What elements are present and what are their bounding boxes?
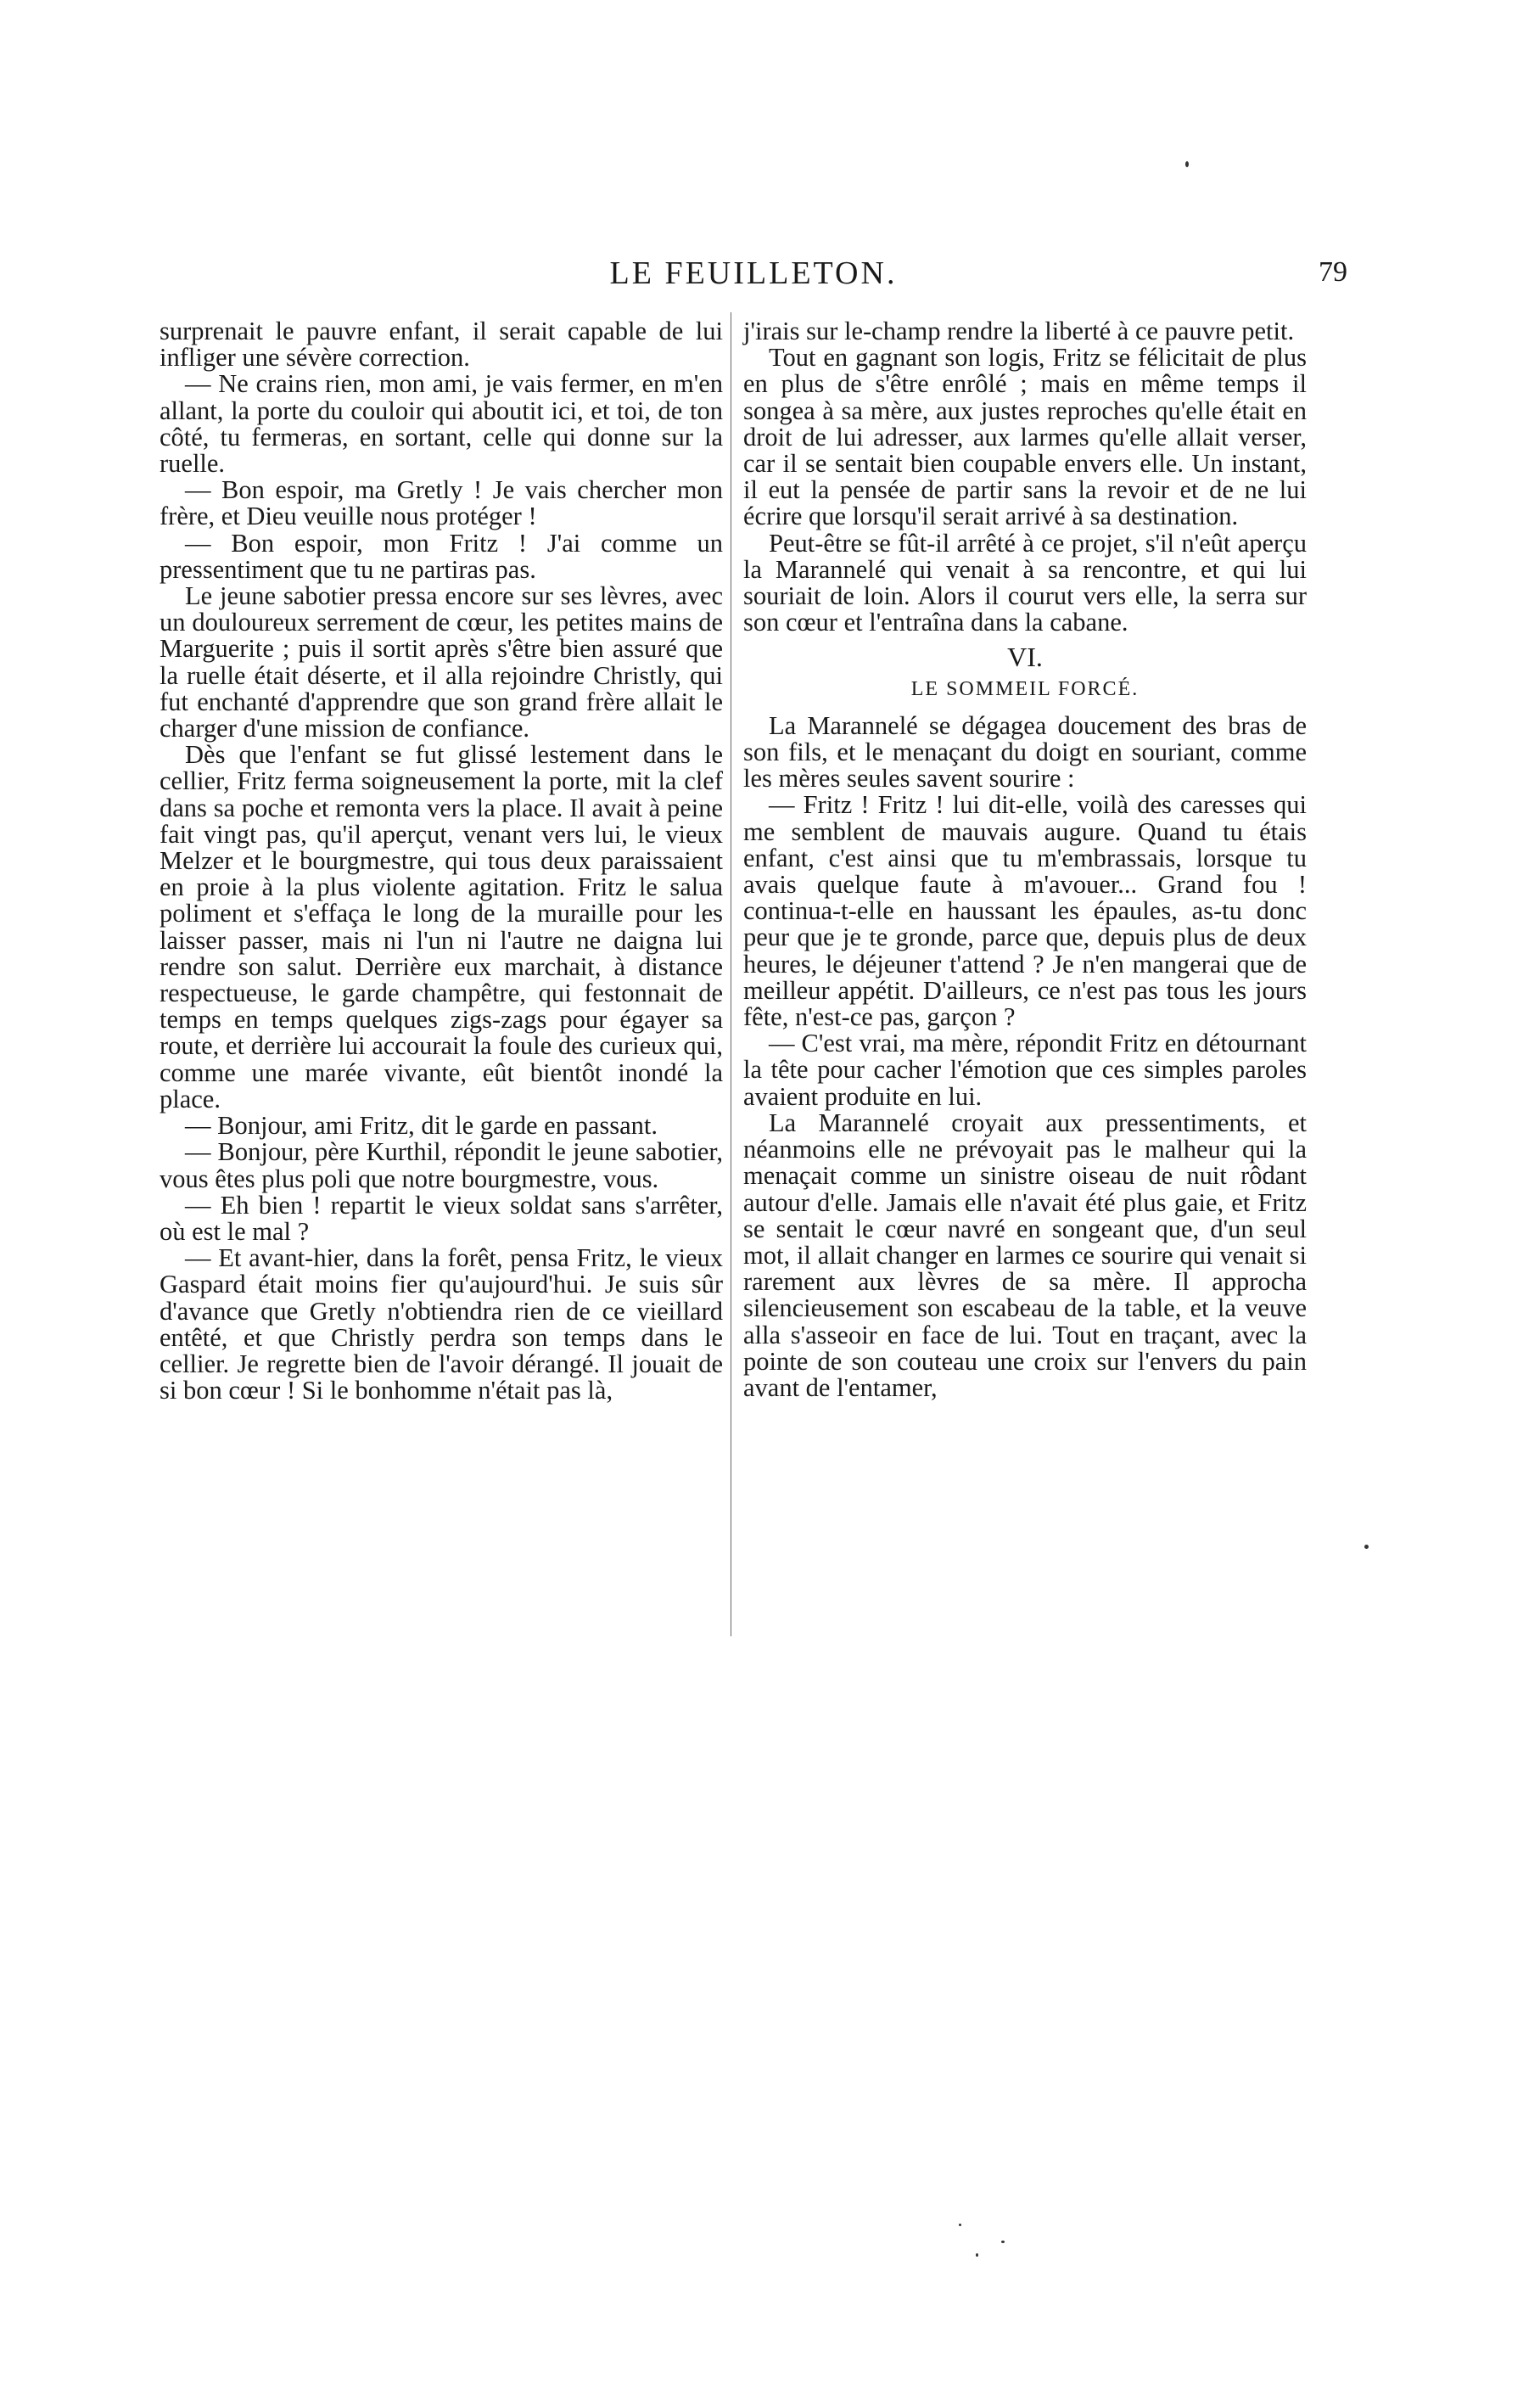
page-number: 79 [1319,256,1347,288]
section-number: VI. [1007,642,1043,673]
paragraph: Peut-être se fût-il arrêté à ce projet, s'il n'eût aperçu la Marannelé qui venait à sa rencontre, et qui lui souriait de loin. Alors il courut vers elle, la serra sur son cœur et l'entraîna dans la cabane. [743,528,1307,637]
paragraph: surprenait le pauvre enfant, il serait capable de lui infliger une sévère correction. [160,317,723,373]
page-header [160,255,1347,297]
paragraph: — Ne crains rien, mon ami, je vais fermer, en m'en allant, la porte du couloir qui aboutit ici, et toi, de ton côté, tu fermeras, en sortant, celle qui donne sur la ruelle. [160,369,723,479]
section-title: LE SOMMEIL FORCÉ. [910,677,1140,700]
paragraph: j'irais sur le-champ rendre la liberté à ce pauvre petit. [743,317,1295,345]
paragraph: Dès que l'enfant se fut glissé lestement dans le cellier, Fritz ferma soigneusement la porte, mit la clef dans sa poche et remonta vers la place. Il avait à peine fait vingt pas, qu'il aperçut, venant vers lui, le vieux Melzer et le bourgmestre, qui tous deux paraissaient en proie à la plus violente agitation. Fritz le salua poliment et s'effaça le long de la muraille pour les laisser passer, mais ni l'un ni l'autre ne daigna lui rendre son salut. Derrière eux marchait, à distance respectueuse, le garde champêtre, qui festonnait de temps en temps quelques zigs-zags pour égayer sa route, et derrière lui accourait la foule des curieux qui, comme une marée vivante, eût bientôt inondé la place. [160,740,723,1113]
paragraph: — Bon espoir, mon Fritz ! J'ai comme un pressentiment que tu ne partiras pas. [160,528,723,584]
paragraph: La Marannelé se dégagea doucement des bras de son fils, et le menaçant du doigt en souriant, comme les mères seules savent sourire : [743,710,1307,794]
scan-speck [1364,1545,1369,1549]
scan-speck [1001,2241,1005,2243]
left-column [160,318,723,1404]
scan-speck [959,2224,961,2226]
paragraph: — Eh bien ! repartit le vieux soldat sans s'arrêter, où est le mal ? [160,1190,723,1246]
scan-speck [976,2253,978,2257]
scan-speck [1185,161,1189,167]
running-title: LE FEUILLETON. [609,255,898,291]
right-column [743,318,1307,1401]
paragraph: — Bonjour, père Kurthil, répondit le jeune sabotier, vous êtes plus poli que notre bourgmestre, vous. [160,1137,723,1193]
paragraph: — Bonjour, ami Fritz, dit le garde en passant. [185,1111,658,1141]
paragraph: — Bon espoir, ma Gretly ! Je vais chercher mon frère, et Dieu veuille nous protéger ! [160,475,723,531]
paragraph: — Et avant-hier, dans la forêt, pensa Fritz, le vieux Gaspard était moins fier qu'aujourd'hui. Je suis sûr d'avance que Gretly n'obtiendra rien de ce vieillard entêté, et que Christly perdra son temps dans le cellier. Je regrette bien de l'avoir dérangé. Il jouait de si bon cœur ! Si le bonhomme n'était pas là, [160,1243,723,1405]
paragraph: Tout en gagnant son logis, Fritz se félicitait de plus en plus de s'être enrôlé ; mais en même temps il songea à sa mère, aux justes reproches qu'elle était en droit de lui adresser, aux larmes qu'elle allait verser, car il se sentait bien coupable envers elle. Un instant, il eut la pensée de partir sans la revoir et de ne lui écrire que lorsqu'il serait arrivé à sa destination. [743,343,1307,531]
paragraph: — C'est vrai, ma mère, répondit Fritz en détournant la tête pour cacher l'émotion que ces simples paroles avaient produite en lui. [743,1029,1307,1111]
paragraph: La Marannelé croyait aux pressentiments, et néanmoins elle ne prévoyait pas le malheur qui la menaçait comme un sinistre oiseau de nuit rôdant autour d'elle. Jamais elle n'avait été plus gaie, et Fritz se sentait le cœur navré en songeant que, d'un seul mot, il allait changer en larmes ce sourire qui venait si rarement aux lèvres de sa mère. Il approcha silencieusement son escabeau de la table, et la veuve alla s'asseoir en face de lui. Tout en traçant, avec la pointe de son couteau une croix sur l'envers du pain avant de l'entamer, [743,1108,1307,1402]
paragraph: — Fritz ! Fritz ! lui dit-elle, voilà des caresses qui me semblent de mauvais augure. Quand tu étais enfant, c'est ainsi que tu m'embrassais, lorsque tu avais quelque faute à m'avouer... Grand fou ! continua-t-elle en haussant les épaules, as-tu donc peur que je te gronde, parce que, depuis plus de deux heures, le déjeuner t'attend ? Je n'en mangerai que de meilleur appétit. D'ailleurs, ce n'est pas tous les jours fête, n'est-ce pas, garçon ? [743,790,1307,1032]
paragraph: Le jeune sabotier pressa encore sur ses lèvres, avec un douloureux serrement de cœur, les petites mains de Marguerite ; puis il sortit après s'être bien assuré que la ruelle était déserte, et il alla rejoindre Christly, qui fut enchanté d'apprendre que son grand frère allait le charger d'une mission de confiance. [160,581,723,743]
